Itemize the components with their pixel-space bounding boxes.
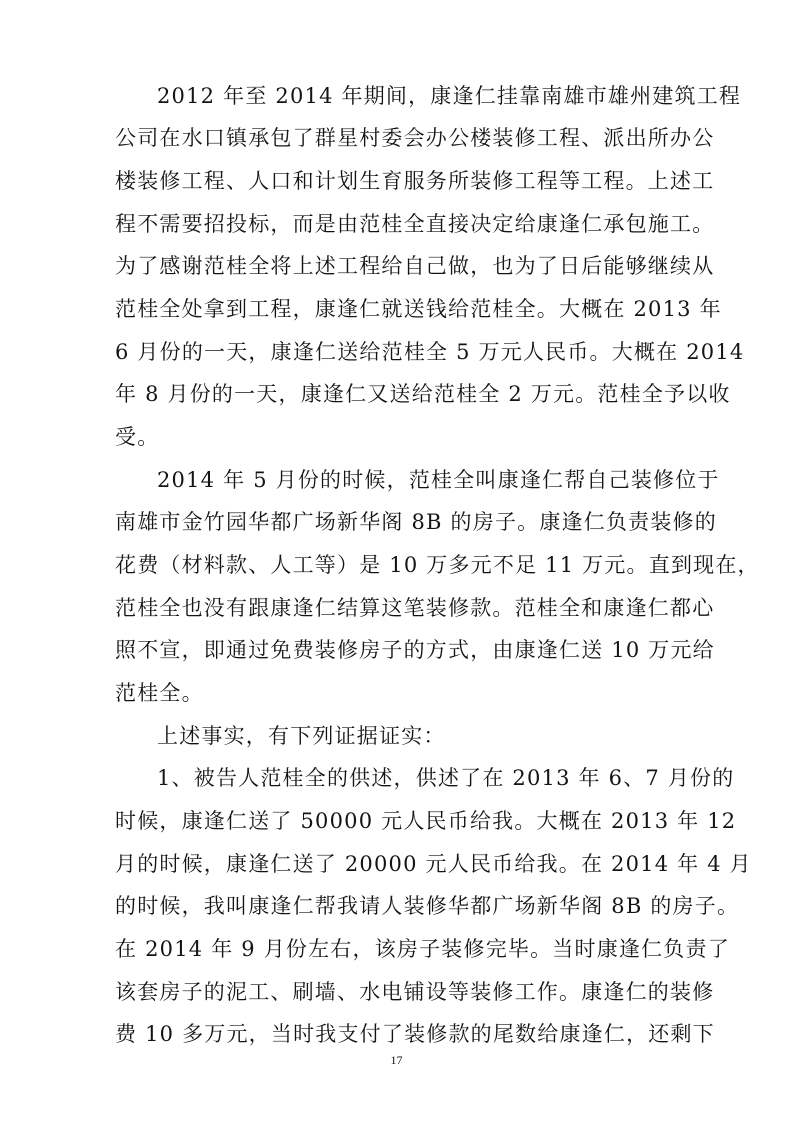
- paragraph-3-line-3: 月的时候，康逢仁送了 20000 元人民币给我。在 2014 年 4 月: [115, 852, 752, 876]
- paragraph-2-line-1: 2014 年 5 月份的时候，范桂全叫康逢仁帮自己装修位于: [157, 468, 720, 492]
- evidence-heading: 上述事实，有下列证据证实：: [157, 724, 446, 748]
- paragraph-1-line-5: 为了感谢范桂全将上述工程给自己做，也为了日后能够继续从: [115, 254, 715, 278]
- paragraph-2-line-5: 照不宣，即通过免费装修房子的方式，由康逢仁送 10 万元给: [115, 638, 715, 662]
- paragraph-1-line-2: 公司在水口镇承包了群星村委会办公楼装修工程、派出所办公: [115, 126, 715, 150]
- paragraph-3-line-5: 在 2014 年 9 月份左右，该房子装修完毕。当时康逢仁负责了: [115, 937, 730, 961]
- paragraph-1-line-9: 受。: [115, 425, 160, 449]
- paragraph-3-line-6: 该套房子的泥工、刷墙、水电铺设等装修工作。康逢仁的装修: [115, 980, 715, 1004]
- paragraph-2-line-4: 范桂全也没有跟康逢仁结算这笔装修款。范桂全和康逢仁都心: [115, 596, 715, 620]
- paragraph-3-line-2: 时候，康逢仁送了 50000 元人民币给我。大概在 2013 年 12: [115, 809, 737, 833]
- paragraph-1-line-7: 6 月份的一天，康逢仁送给范桂全 5 万元人民币。大概在 2014: [115, 340, 745, 364]
- paragraph-1-line-8: 年 8 月份的一天，康逢仁又送给范桂全 2 万元。范桂全予以收: [115, 382, 731, 406]
- page-number: 17: [390, 1053, 403, 1067]
- paragraph-1-line-6: 范桂全处拿到工程，康逢仁就送钱给范桂全。大概在 2013 年: [115, 297, 722, 321]
- paragraph-2-line-6: 范桂全。: [115, 681, 204, 705]
- paragraph-2-line-3: 花费（材料款、人工等）是 10 万多元不足 11 万元。直到现在，: [115, 553, 760, 577]
- paragraph-2-line-2: 南雄市金竹园华都广场新华阁 8B 的房子。康逢仁负责装修的: [115, 510, 717, 534]
- paragraph-1-line-1: 2012 年至 2014 年期间，康逢仁挂靠南雄市雄州建筑工程: [157, 84, 742, 108]
- paragraph-3-line-4: 的时候，我叫康逢仁帮我请人装修华都广场新华阁 8B 的房子。: [115, 894, 740, 918]
- paragraph-1-line-4: 程不需要招投标，而是由范桂全直接决定给康逢仁承包施工。: [115, 212, 715, 236]
- paragraph-3-line-1: 1、被告人范桂全的供述，供述了在 2013 年 6、7 月份的: [157, 766, 735, 790]
- paragraph-1-line-3: 楼装修工程、人口和计划生育服务所装修工程等工程。上述工: [115, 169, 715, 193]
- paragraph-3-line-7: 费 10 多万元，当时我支付了装修款的尾数给康逢仁，还剩下: [115, 1022, 715, 1046]
